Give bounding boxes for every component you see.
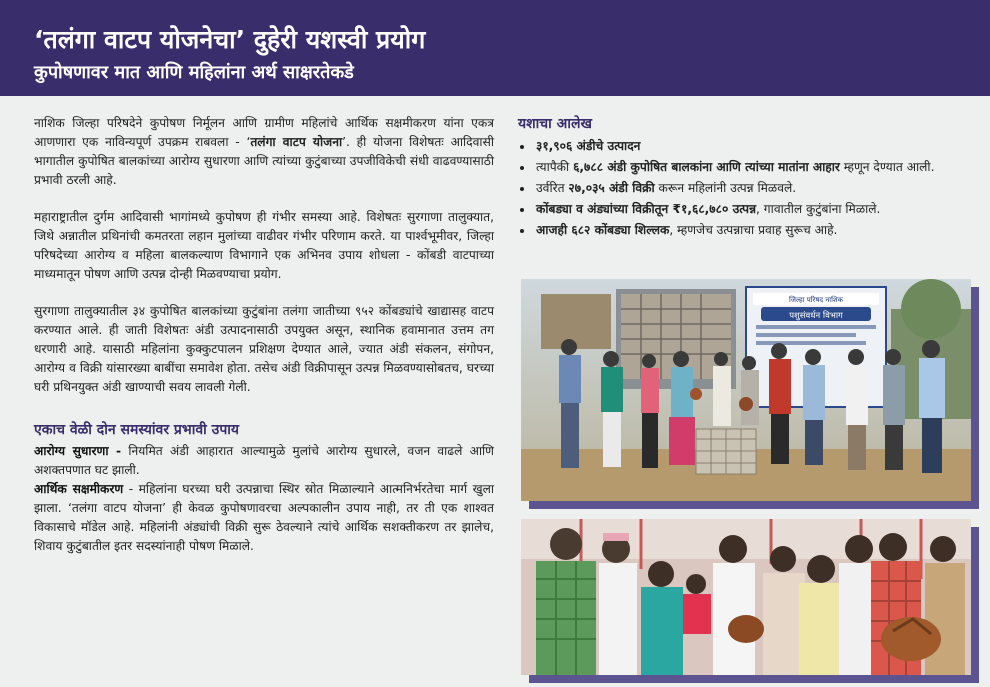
item-bold: २७,०३५ अंडी विक्री — [568, 181, 655, 195]
health-point — [34, 442, 494, 480]
success-graph-section — [518, 114, 958, 242]
photo-banner-text-1: जिल्हा परिषद नाशिक — [788, 296, 844, 304]
article-left-column — [34, 114, 494, 556]
economic-text: - महिलांना घरच्या घरी उत्पन्नाचा स्थिर स्रोत मिळाल्याने आत्मनिर्भरतेचा मार्ग खुला झाला. ‘तलंगा वाटप योजना’ ही केवळ कुपोषणावरचा अल्पकालीन उपाय नाही, तर ती एक शाश्वत विकासाचे मॉडेल आहे. महिलांनी अंड्यांची विक्री सुरू ठेवल्याने त्यांचे आर्थिक सशक्तीकरण तर झालेच, शिवाय कुटुंबातील इतर सदस्यांनाही पोषण मिळाले. — [34, 482, 494, 553]
scheme-name: तलंगा वाटप योजना — [250, 135, 343, 149]
health-label: आरोग्य सुधारणा - — [34, 444, 122, 458]
paragraph-problem: महाराष्ट्रातील दुर्गम आदिवासी भागांमध्ये कुपोषण ही गंभीर समस्या आहे. विशेषतः सुरगाणा तालुक्यात, जिथे अन्नातील प्रथिनांची कमतरता लहान मुलांच्या वाढीवर गंभीर परिणाम करते. या पार्श्वभूमीवर, जिल्हा परिषदेच्या आरोग्य व महिला बालकल्याण विभागाने एक अभिनव उपाय शोधला - कोंबडी वाटपाच्या माध्यमातून पोषण आणि उत्पन्न दोन्ही मिळवण्याचा प्रयोग. — [34, 210, 494, 281]
section-heading-success: यशाचा आलेख — [518, 116, 592, 132]
header-banner — [0, 0, 990, 96]
item-bold: ६,७८८ अंडी कुपोषित बालकांना आणि त्यांच्या मातांना आहार — [573, 160, 840, 174]
item-pre: उर्वरित — [536, 181, 569, 195]
list-item — [534, 200, 958, 219]
item-text: म्हणून देण्यात आली. — [839, 160, 935, 174]
health-text: नियमित अंडी आहारात आल्यामुळे मुलांचे आरोग्य सुधारले, वजन वाढले आणि अशक्तपणात घट झाली. — [34, 444, 494, 477]
photo-hen-handover — [521, 519, 979, 683]
intro-text-end: ’. ही योजना विशेषतः आदिवासी भागातील कुपोषित बालकांच्या आरोग्य सुधारणा आणि त्यांच्या कुटुंबाच्या उपजीविकेची संधी वाढवण्यासाठी प्रभावी ठरली आहे. — [34, 135, 494, 187]
paragraph-intro — [34, 114, 494, 190]
item-text: करून महिलांनी उत्पन्न मिळवले. — [654, 181, 797, 195]
item-pre: त्यापैकी — [536, 160, 574, 174]
item-text: , म्हणजेच उत्पन्नाचा प्रवाह सुरूच आहे. — [669, 223, 838, 237]
intro-text: नाशिक जिल्हा परिषदेने कुपोषण निर्मूलन आणि ग्रामीण महिलांचे आर्थिक सक्षमीकरण यांना एकत्र आणणारा एक नाविन्यपूर्ण उपक्रम राबवला - ‘ — [34, 116, 494, 149]
item-bold: ३१,९०६ अंडीचे उत्पादन — [536, 139, 641, 153]
photo-image — [521, 279, 971, 501]
list-item — [534, 158, 958, 177]
list-item — [534, 137, 958, 156]
list-item — [534, 221, 958, 240]
item-text: , गावातील कुटुंबांना मिळाले. — [756, 202, 881, 216]
item-bold: कोंबड्या व अंड्यांच्या विक्रीतून ₹१,६८,७८० उत्पन्न — [536, 202, 757, 216]
section-heading-solutions: एकाच वेळी दोन समस्यांवर प्रभावी उपाय — [34, 422, 240, 438]
economic-label: आर्थिक सक्षमीकरण — [34, 482, 124, 496]
success-list — [518, 137, 958, 240]
page-title: ‘तलंगा वाटप योजनेचा’ दुहेरी यशस्वी प्रयोग — [34, 25, 426, 54]
page-subtitle: कुपोषणावर मात आणि महिलांना अर्थ साक्षरतेकडे — [34, 62, 354, 83]
photo-illustration — [521, 519, 971, 675]
photo-distribution-event — [521, 279, 979, 509]
item-bold: आजही ६८२ कोंबड्या शिल्लक — [536, 223, 670, 237]
photo-illustration — [521, 279, 971, 501]
economic-point — [34, 480, 494, 556]
photo-image — [521, 519, 971, 675]
photo-banner-text-2: पशुसंवर्धन विभाग — [789, 311, 843, 321]
list-item — [534, 179, 958, 198]
paragraph-distribution: सुरगाणा तालुक्यातील ३४ कुपोषित बालकांच्या कुटुंबांना तलंगा जातीच्या ९५२ कोंबड्यांचे खाद्यासह वाटप करण्यात आले. ही जाती विशेषतः अंडी उत्पादनासाठी उपयुक्त असून, स्थानिक हवामानात उत्तम तग धरणारी आहे. यासाठी महिलांना कुक्कुटपालन प्रशिक्षण देण्यात आले, ज्यात अंडी संकलन, संगोपन, आरोग्य व विक्री यांसारख्या बाबींचा समावेश होता. तसेच अंडी विक्रीपासून उत्पन्न मिळवण्यासोबतच, घरच्या घरी प्रथिनयुक्त अंडी खाण्याची सवय लावली गेली. — [34, 304, 494, 394]
